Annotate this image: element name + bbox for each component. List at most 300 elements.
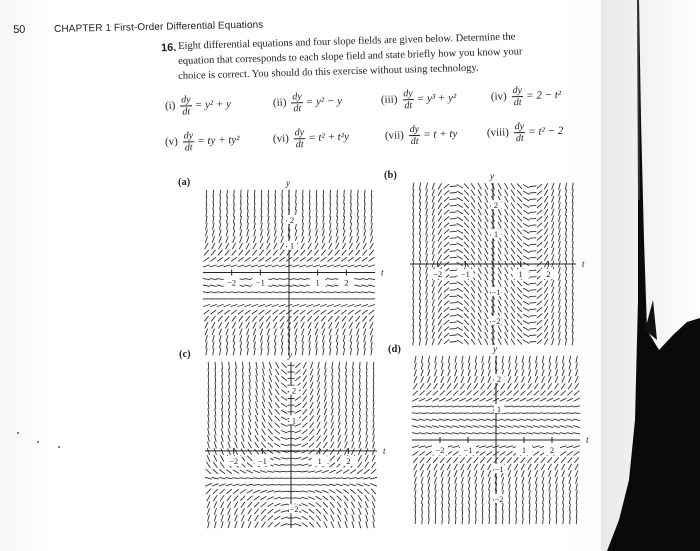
slope-segment: [353, 375, 354, 381]
slope-segment: [205, 323, 208, 329]
slope-segment: [210, 265, 216, 267]
slope-segment: [225, 310, 230, 314]
slope-segment: [421, 370, 423, 376]
slope-segment: [302, 237, 304, 243]
slope-segment: [362, 265, 368, 267]
slope-segment: [260, 478, 266, 479]
slope-segment: [485, 183, 488, 189]
slope-segment: [268, 503, 274, 506]
slope-segment: [572, 203, 573, 209]
slope-segment: [303, 190, 304, 196]
slope-segment: [446, 413, 452, 414]
slope-segment: [373, 449, 375, 455]
slope-segment: [323, 449, 327, 454]
slope-segment: [548, 384, 552, 389]
slope-segment: [231, 258, 236, 262]
slope-segment: [464, 288, 468, 293]
slope-segment: [548, 377, 551, 383]
slope-segment: [466, 419, 472, 421]
slope-segment: [238, 310, 243, 314]
slope-segment: [252, 305, 258, 307]
slope-segment: [280, 258, 285, 262]
slope-segment: [219, 237, 221, 243]
slope-segment: [341, 292, 347, 293]
slope-segment: [360, 362, 361, 368]
slope-segment: [334, 292, 340, 293]
slope-segment: [530, 316, 536, 317]
slope-segment: [507, 458, 511, 463]
slope-segment: [281, 417, 287, 420]
y-tick-label: 2: [289, 214, 295, 225]
slope-segment: [413, 319, 414, 325]
slope-segment: [275, 416, 280, 421]
slope-segment: [335, 250, 339, 255]
slope-segment: [344, 490, 349, 494]
slope-segment: [534, 391, 539, 395]
slope-segment: [522, 363, 524, 369]
t-tick-label: 1: [521, 445, 527, 455]
slope-segment: [352, 422, 354, 428]
slope-segment: [295, 230, 297, 236]
slope-segment: [516, 511, 517, 517]
slope-segment: [449, 497, 450, 503]
slope-segment: [355, 285, 361, 286]
slope-segment: [324, 436, 327, 442]
slope-segment: [461, 384, 465, 389]
slope-segment: [434, 384, 438, 389]
slope-segment: [481, 464, 484, 470]
slope-segment: [464, 223, 468, 228]
slope-segment: [468, 363, 470, 369]
slope-segment: [321, 310, 326, 314]
slope-segment: [576, 484, 578, 490]
slope-segment: [471, 184, 475, 189]
equation-rhs: = t² + t²y: [308, 130, 350, 144]
slope-segment: [542, 356, 543, 362]
slope-segment: [309, 436, 313, 441]
slope-segment: [450, 335, 456, 336]
slope-segment: [350, 349, 351, 355]
slope-field-a: [203, 178, 384, 355]
slope-segment: [268, 436, 272, 441]
slope-segment: [426, 287, 428, 293]
slope-segment: [260, 323, 263, 329]
slope-segment: [315, 329, 317, 335]
slope-segment: [234, 502, 237, 508]
slope-segment: [302, 491, 308, 492]
slope-segment: [441, 384, 445, 389]
slope-segment: [213, 190, 214, 196]
slope-segment: [435, 491, 436, 497]
slope-segment: [341, 258, 346, 262]
slope-segment: [314, 310, 319, 314]
slope-segment: [485, 242, 488, 248]
slope-segment: [213, 197, 214, 203]
slope-segment: [246, 323, 249, 329]
slope-segment: [478, 281, 481, 287]
slope-segment: [258, 305, 264, 307]
slope-segment: [217, 265, 223, 267]
slope-segment: [339, 402, 340, 408]
slope-segment: [500, 419, 506, 421]
slope-segment: [471, 320, 475, 325]
slope-segment: [337, 342, 338, 348]
slope-segment: [274, 504, 280, 506]
slope-segment: [506, 419, 512, 421]
slope-segment: [457, 301, 463, 304]
slope-segment: [478, 287, 481, 293]
slope-segment: [265, 305, 271, 307]
slope-segment: [471, 255, 475, 260]
slope-segment: [462, 363, 464, 369]
slope-segment: [523, 191, 529, 194]
slope-segment: [537, 236, 542, 240]
slope-segment: [357, 489, 362, 493]
t-tick-label: 2: [546, 269, 551, 279]
slope-segment: [204, 258, 209, 262]
slope-segment: [254, 210, 255, 216]
slope-segment: [203, 292, 209, 293]
slope-segment: [255, 449, 259, 454]
slope-segment: [413, 452, 418, 456]
slope-segment: [318, 362, 320, 368]
slope-segment: [569, 491, 570, 497]
slope-segment: [549, 497, 550, 503]
slope-segment: [331, 422, 333, 428]
slope-segment: [542, 377, 545, 383]
slope-segment: [276, 389, 280, 394]
slope-segment: [559, 242, 561, 248]
slope-segment: [414, 384, 418, 389]
slope-segment: [226, 323, 229, 329]
slope-segment: [530, 225, 536, 226]
slope-segment: [413, 196, 414, 202]
slope-segment: [332, 389, 333, 395]
fraction-numerator: dy: [181, 93, 191, 106]
slope-segment: [488, 384, 492, 389]
slope-segment: [426, 216, 428, 222]
slope-segment: [543, 518, 544, 524]
slope-segment: [337, 217, 338, 223]
slope-segment: [293, 285, 299, 286]
slope-segment: [439, 419, 445, 421]
slope-segment: [413, 228, 414, 234]
slope-segment: [468, 477, 470, 483]
slope-segment: [549, 471, 551, 477]
slope-segment: [469, 497, 470, 503]
slope-segment: [308, 250, 312, 255]
slope-segment: [331, 429, 333, 435]
fraction-numerator: dy: [292, 90, 302, 102]
slope-segment: [260, 329, 262, 335]
slope-segment: [530, 238, 536, 239]
slope-segment: [225, 258, 230, 262]
slope-segment: [221, 442, 223, 448]
slope-segment: [268, 203, 269, 209]
slope-segment: [350, 223, 351, 229]
slope-segment: [364, 489, 369, 494]
slope-segment: [572, 254, 573, 260]
slope-segment: [346, 362, 347, 368]
slope-segment: [303, 409, 307, 414]
slope-segment: [362, 305, 368, 307]
slope-segment: [325, 382, 327, 388]
slope-segment: [475, 377, 478, 383]
slope-segment: [344, 190, 345, 196]
slope-segment: [296, 203, 297, 209]
slope-segment: [528, 464, 531, 470]
slope-segment: [521, 464, 524, 470]
slope-segment: [266, 316, 270, 321]
slope-segment: [355, 258, 360, 262]
slope-segment: [549, 504, 550, 510]
slope-segment: [353, 362, 354, 368]
slope-segment: [324, 416, 326, 422]
slope-segment: [485, 216, 488, 222]
slope-segment: [311, 362, 313, 368]
slope-segment: [239, 316, 243, 321]
slope-segment: [357, 478, 363, 479]
slope-segment: [266, 250, 270, 255]
slope-segment: [448, 484, 450, 490]
slope-segment: [489, 491, 490, 497]
slope-segment: [440, 458, 444, 463]
slope-segment: [511, 313, 515, 318]
slope-segment: [302, 335, 304, 341]
slope-segment: [533, 433, 539, 434]
slope-segment: [228, 435, 230, 441]
slope-segment: [303, 369, 306, 375]
slope-segment: [473, 406, 479, 407]
slope-segment: [254, 342, 255, 348]
slope-segment: [273, 316, 277, 321]
slope-segment: [537, 191, 542, 195]
slope-segment: [459, 406, 465, 407]
slope-segment: [432, 287, 434, 293]
slope-segment: [233, 342, 234, 348]
slope-segment: [324, 515, 327, 520]
slope-segment: [241, 502, 245, 507]
slope-segment: [536, 518, 537, 524]
slope-segment: [235, 389, 236, 395]
slope-segment: [469, 504, 470, 510]
slope-segment: [226, 342, 227, 348]
slope-segment: [569, 477, 571, 483]
slope-segment: [498, 326, 501, 332]
slope-segment: [448, 377, 451, 383]
slope-segment: [559, 209, 561, 215]
slope-segment: [474, 384, 478, 389]
slope-segment: [242, 422, 244, 428]
slope-segment: [370, 316, 374, 321]
slope-segment: [267, 323, 270, 329]
slope-segment: [530, 309, 536, 310]
slope-segment: [261, 342, 262, 348]
slope-segment: [444, 301, 449, 305]
slope-segment: [240, 484, 246, 486]
slope-segment: [232, 250, 236, 255]
slope-segment: [343, 484, 349, 486]
slope-segment: [545, 235, 548, 241]
slope-segment: [565, 267, 566, 273]
fraction-numerator: dy: [409, 123, 420, 135]
slope-segment: [231, 292, 237, 293]
slope-segment: [471, 222, 475, 227]
slope-segment: [369, 305, 375, 307]
slope-segment: [362, 285, 368, 286]
slope-segment: [526, 406, 532, 407]
slope-segment: [563, 511, 564, 517]
slope-segment: [509, 356, 510, 362]
slope-segment: [572, 222, 573, 228]
slope-segment: [537, 217, 542, 221]
slope-segment: [419, 300, 420, 306]
problem-text-line: Eight differential equations and four slope fields are given below. Determine the: [178, 31, 516, 52]
slope-segment: [323, 223, 324, 229]
slope-segment: [438, 203, 441, 209]
slope-segment: [455, 484, 456, 490]
slope-segment: [505, 326, 508, 332]
slope-segment: [561, 391, 566, 395]
slope-segment: [559, 196, 561, 202]
slope-segment: [330, 456, 334, 461]
slope-segment: [303, 383, 306, 389]
slope-segment: [419, 235, 420, 241]
slope-segment: [212, 323, 215, 329]
slope-segment: [453, 419, 459, 421]
slope-segment: [509, 497, 510, 503]
slope-segment: [432, 190, 434, 196]
slope-segment: [220, 190, 221, 196]
slope-segment: [206, 223, 207, 229]
slope-segment: [419, 248, 420, 254]
slope-segment: [441, 370, 443, 376]
slope-segment: [552, 248, 554, 254]
slope-segment: [426, 406, 432, 407]
slope-segment: [258, 265, 264, 267]
slope-segment: [302, 443, 308, 446]
slope-segment: [515, 370, 517, 376]
slope-segment: [462, 518, 463, 524]
slope-segment: [450, 205, 456, 206]
slope-segment: [255, 515, 258, 520]
slope-segment: [295, 377, 300, 381]
slope-segment: [464, 184, 468, 189]
slope-segment: [365, 495, 368, 500]
slope-segment: [559, 203, 561, 209]
slope-segment: [346, 382, 347, 388]
slope-segment: [350, 470, 355, 474]
slope-segment: [505, 229, 508, 235]
slope-segment: [344, 502, 347, 508]
slope-segment: [432, 406, 438, 407]
slope-segment: [516, 491, 517, 497]
slope-segment: [498, 339, 501, 345]
slope-segment: [207, 449, 209, 455]
slope-segment: [254, 197, 255, 203]
slope-segment: [276, 363, 279, 369]
slope-segment: [450, 316, 456, 317]
slope-segment: [353, 369, 354, 375]
slope-segment: [228, 515, 230, 521]
slope-segment: [576, 504, 577, 510]
slope-segment: [450, 322, 456, 323]
slope-segment: [228, 522, 230, 528]
slope-segment: [222, 369, 223, 375]
slope-segment: [457, 314, 463, 317]
slope-segment: [320, 265, 326, 267]
slope-segment: [269, 382, 272, 388]
slope-segment: [324, 402, 326, 408]
slope-segment: [537, 210, 542, 214]
slope-segment: [481, 458, 485, 463]
slope-segment: [485, 326, 488, 332]
slope-segment: [439, 398, 445, 401]
slope-segment: [327, 279, 333, 280]
slope-segment: [240, 349, 241, 355]
slope-segment: [422, 497, 423, 503]
slope-segment: [309, 203, 310, 209]
slope-segment: [316, 335, 318, 341]
t-tick-label: 2: [346, 455, 351, 466]
slope-segment: [426, 267, 428, 273]
slope-segment: [352, 429, 354, 435]
slope-segment: [542, 471, 544, 477]
slope-segment: [572, 248, 573, 254]
slope-segment: [357, 329, 359, 335]
slope-segment: [365, 462, 369, 467]
slope-segment: [464, 249, 468, 254]
slope-segment: [254, 490, 260, 493]
slope-segment: [511, 242, 515, 247]
slope-segment: [517, 190, 521, 195]
slope-segment: [471, 333, 475, 338]
slope-segment: [240, 342, 241, 348]
slope-segment: [248, 515, 251, 521]
y-tick-label: 1: [291, 415, 297, 426]
slope-segment: [275, 523, 280, 527]
slope-segment: [530, 283, 536, 284]
slope-segment: [351, 502, 354, 508]
slope-segment: [272, 265, 278, 267]
slope-segment: [322, 329, 324, 335]
slope-segment: [565, 319, 566, 325]
slope-segment: [537, 314, 542, 318]
slope-segment: [259, 258, 264, 262]
slope-segment: [505, 255, 508, 261]
slope-segment: [274, 329, 276, 335]
slope-segment: [232, 316, 236, 321]
slope-segment: [469, 511, 470, 517]
slope-segment: [426, 274, 428, 280]
slope-segment: [464, 203, 468, 208]
slope-segment: [435, 484, 436, 490]
slope-segment: [419, 332, 420, 338]
slope-segment: [541, 391, 546, 395]
slope-segment: [210, 279, 216, 280]
slope-segment: [373, 402, 374, 408]
slope-segment: [556, 497, 557, 503]
slope-segment: [310, 402, 313, 408]
slope-segment: [235, 435, 237, 441]
slope-segment: [316, 509, 320, 514]
slope-segment: [413, 306, 414, 312]
slope-segment: [572, 216, 573, 222]
slope-segment: [572, 319, 573, 325]
slope-segment: [281, 223, 282, 229]
slope-segment: [457, 217, 463, 220]
slope-segment: [419, 190, 420, 196]
